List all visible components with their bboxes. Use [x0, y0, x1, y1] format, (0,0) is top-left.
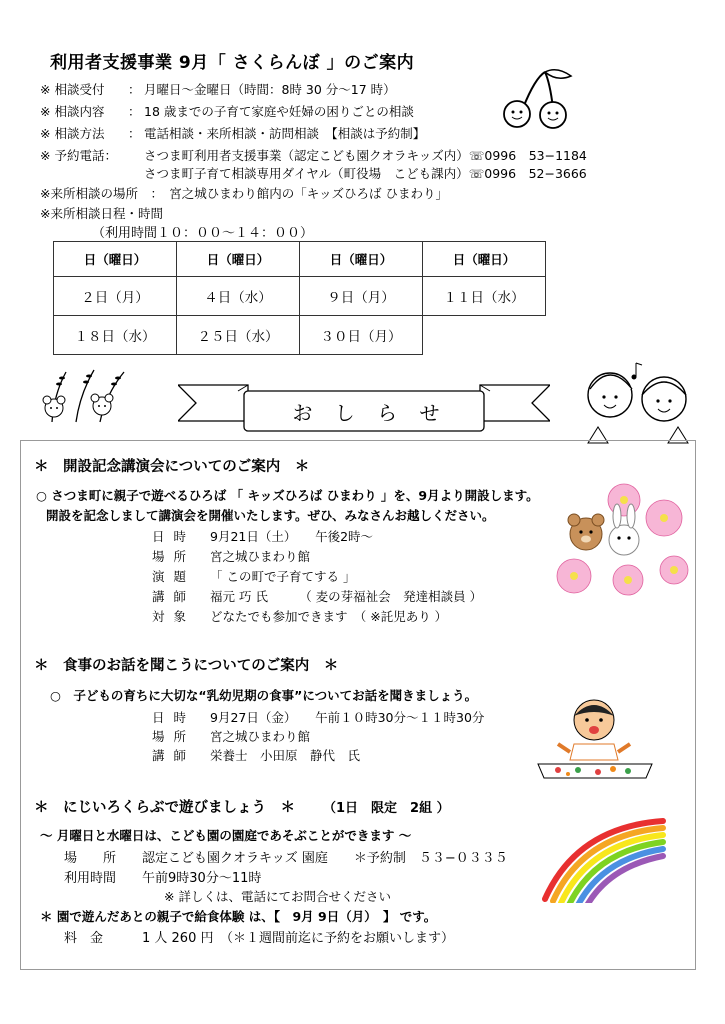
section-title-rainbow-club: ＊ にじいろくらぶで遊びましょう ＊ （1日 限定 2組 ）: [34, 800, 450, 816]
food-speaker: 講師 栄養士 小田原 静代 氏: [152, 748, 361, 763]
rainbow-club-days: 〜 月曜日と水曜日は、こども園の園庭であそぶことができます 〜: [40, 828, 412, 843]
schedule-table: [53, 241, 546, 355]
lecture-target: 対象 どなたでも参加できます （ ※託児あり ）: [152, 609, 448, 624]
lecture-intro-2: 開設を記念しまして講演会を開催いたします。ぜひ、みなさんお越しください。: [46, 508, 495, 523]
table-header-row: [54, 242, 546, 277]
lecture-speaker: 講師 福元 巧 氏 （ 麦の芽福祉会 発達相談員 ）: [152, 589, 483, 604]
info-content: ※ 相談内容 ： 18 歳までの子育て家庭や妊婦の困りごとの相談: [40, 104, 414, 119]
table-row: [54, 316, 546, 355]
lecture-place: 場所 宮之城ひまわり館: [152, 549, 311, 564]
section-title-food: ＊ 食事のお話を聞こうについてのご案内 ＊: [34, 658, 339, 674]
section-title-lecture: ＊ 開設記念講演会についてのご案内 ＊: [34, 459, 310, 475]
table-cell-empty: [423, 316, 546, 355]
rainbow-club-note: ※ 詳しくは、電話にてお問合せください: [164, 889, 391, 904]
flowers-bear-rabbit-illustration: [546, 478, 696, 606]
lecture-topic: 演題 「 この町で子育てする 」: [152, 569, 356, 584]
notice-banner-label: お し ら せ: [292, 401, 448, 425]
cherry-icon: [495, 68, 575, 130]
fee: 料 金 1 人 260 円 （＊１週間前迄に予約をお願いします）: [64, 931, 454, 946]
rainbow-club-place: 場 所 認定こども園クオラキッズ 園庭 ＊予約制 ５３−０３３５: [64, 851, 508, 866]
info-reception: ※ 相談受付 ： 月曜日〜金曜日（時間：8時 30 分〜17 時）: [40, 82, 396, 97]
info-phone: ※ 予約電話： さつま町利用者支援事業（認定こども園クオラキッズ内）☏0996 53−1184: [40, 148, 587, 163]
rainbow-illustration: [537, 815, 667, 903]
food-date: 日時 9月27日（金） 午前１０時30分〜１１時30分: [152, 710, 485, 725]
table-header-cell: 日（曜日）: [423, 242, 546, 277]
lecture-date: 日時 9月21日（土） 午後2時〜: [152, 529, 374, 544]
rice-mice-illustration: [32, 364, 134, 424]
hours: （利用時間１０：００〜１４：００）: [92, 226, 314, 241]
table-cell: ９日（月）: [300, 277, 423, 316]
table-header-cell: 日（曜日）: [300, 242, 423, 277]
info-method: ※ 相談方法 ： 電話相談・来所相談・訪問相談 【相談は予約制】: [40, 126, 426, 141]
food-intro: ○ 子どもの育ちに大切な“乳幼児期の食事”についてお話を聞きましょう。: [50, 688, 478, 703]
visit-schedule-label: ※来所相談日程・時間: [40, 206, 163, 221]
child-eating-illustration: [528, 694, 660, 780]
lunch-experience: ＊ 園で遊んだあとの親子で給食体験 は、【 9月 9日（月） 】 です。: [40, 909, 437, 924]
visit-place: ※来所相談の場所 ： 宮之城ひまわり館内の「キッズひろば ひまわり」: [40, 186, 448, 201]
page-title: 利用者支援事業 9月「 さくらんぼ 」のご案内: [50, 53, 415, 73]
rainbow-club-time: 利用時間 午前9時30分〜11時: [64, 871, 262, 886]
table-cell: １８日（水）: [54, 316, 177, 355]
lecture-intro: ○ さつま町に親子で遊べるひろば 「 キッズひろば ひまわり 」を、9月より開設します。: [36, 488, 539, 503]
info-phone-2: さつま町子育て相談専用ダイヤル（町役場 こども課内）☏0996 52−3666: [144, 166, 587, 181]
food-place: 場所 宮之城ひまわり館: [152, 729, 311, 744]
table-cell: ３０日（月）: [300, 316, 423, 355]
table-header-cell: 日（曜日）: [54, 242, 177, 277]
children-illustration: [578, 355, 698, 447]
table-row: [54, 277, 546, 316]
table-cell: １１日（水）: [423, 277, 546, 316]
rainbow-club-limit: （1日 限定 2組 ）: [323, 801, 450, 816]
table-header-cell: 日（曜日）: [177, 242, 300, 277]
table-cell: ４日（水）: [177, 277, 300, 316]
table-cell: ２日（月）: [54, 277, 177, 316]
table-cell: ２５日（水）: [177, 316, 300, 355]
